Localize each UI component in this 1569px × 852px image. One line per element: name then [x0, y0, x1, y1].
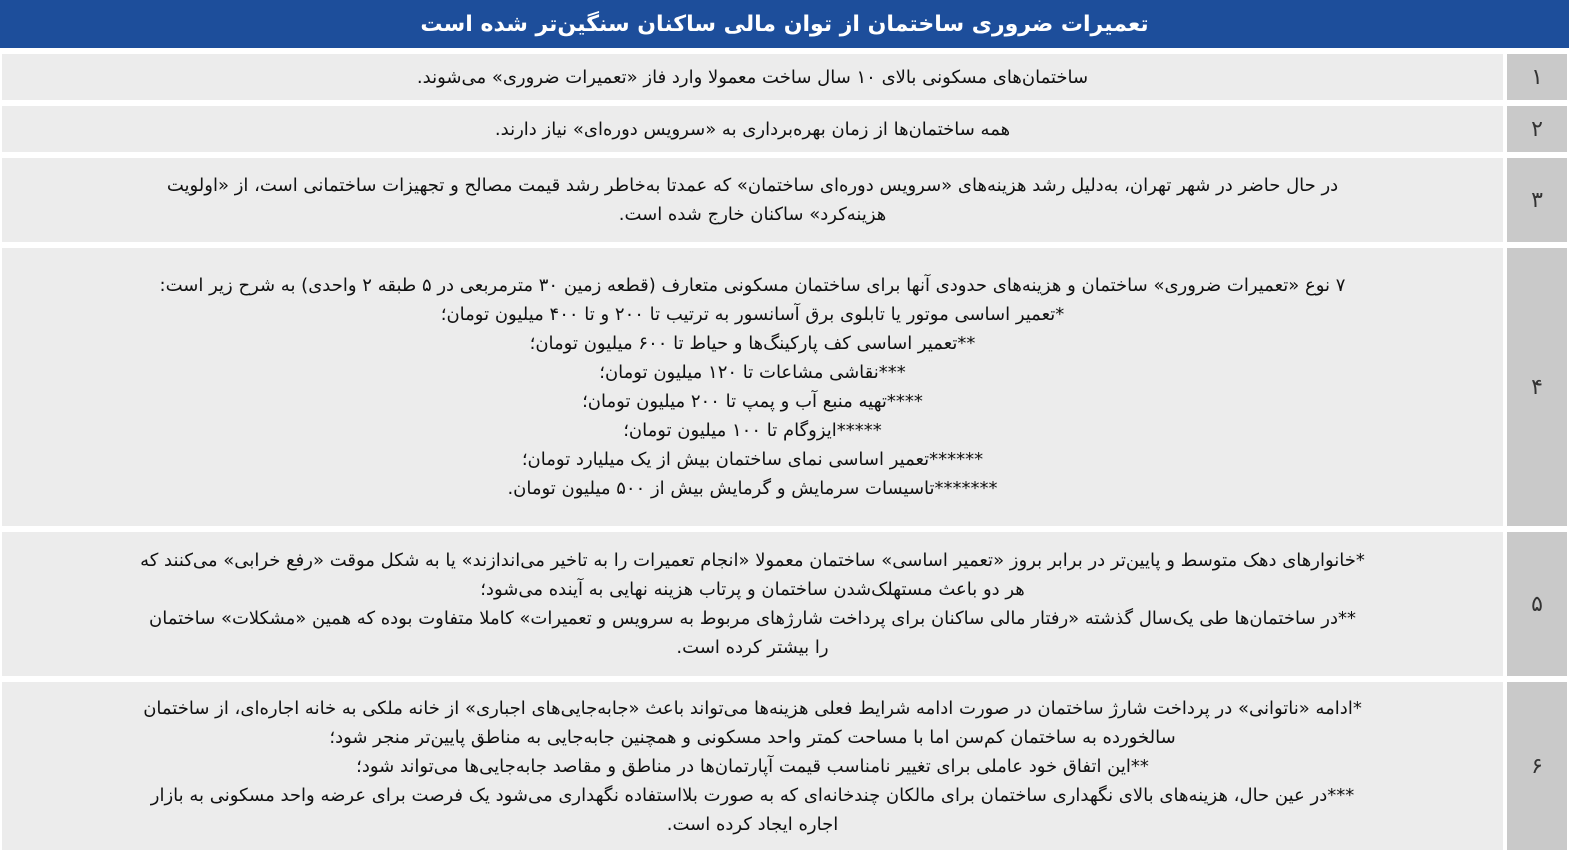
- table-row-3: [0, 158, 1569, 242]
- row-line: هر دو باعث مستهلک‌شدن ساختمان و پرتاب هزینه نهایی به آینده می‌شود؛: [480, 579, 1025, 600]
- row-text: [2, 532, 1503, 676]
- table-row-1: [0, 54, 1569, 100]
- row-line: *****ایزوگام تا ۱۰۰ میلیون تومان؛: [623, 420, 882, 441]
- row-number-label: ۳: [1531, 187, 1543, 213]
- row-text: [2, 682, 1503, 850]
- row-number: [1507, 106, 1567, 152]
- row-line: *خانوارهای دهک متوسط و پایین‌تر در برابر بروز «تعمیر اساسی» ساختمان معمولا «انجام تعمیرات را به تاخیر می‌اندازند» یا به شکل موقت «رفع خرابی» می‌کنند که: [140, 550, 1365, 571]
- row-number: [1507, 248, 1567, 526]
- table-title-bar: [0, 0, 1569, 48]
- row-line: اجاره ایجاد کرده است.: [666, 813, 839, 835]
- row-line: ساختمان‌های مسکونی بالای ۱۰ سال ساخت معمولا وارد فاز «تعمیرات ضروری» می‌شوند.: [416, 66, 1089, 88]
- row-number: [1507, 682, 1567, 850]
- row-line: *ادامه «ناتوانی» در پرداخت شارژ ساختمان در صورت ادامه شرایط فعلی هزینه‌ها می‌تواند باعث «جابه‌جایی‌های اجباری» از خانه ملکی به خانه اجاره‌ای، از ساختمان: [143, 697, 1362, 719]
- row-number-label: ۴: [1531, 374, 1543, 400]
- row-line: سالخورده به ساختمان کم‌سن اما با مساحت کمتر واحد مسکونی و همچنین جابه‌جایی به مناطق پایین‌تر منجر شود؛: [329, 726, 1176, 748]
- row-number: [1507, 54, 1567, 100]
- row-number-label: ۱: [1531, 64, 1543, 90]
- table-title: تعمیرات ضروری ساختمان از توان مالی ساکنان سنگین‌تر شده است: [420, 11, 1149, 37]
- table-row-6: [0, 682, 1569, 850]
- row-text: [2, 248, 1503, 526]
- row-number-label: ۲: [1531, 116, 1543, 142]
- table-row-2: [0, 106, 1569, 152]
- row-line: **این اتفاق خود عاملی برای تغییر نامناسب قیمت آپارتمان‌ها در مناطق و مقاصد جابه‌جایی‌ها می‌تواند شود؛: [356, 755, 1149, 777]
- row-line: ****تهیه منبع آب و پمپ تا ۲۰۰ میلیون تومان؛: [582, 391, 923, 412]
- row-line: *******تاسیسات سرمایش و گرمایش بیش از ۵۰۰ میلیون تومان.: [507, 478, 998, 499]
- row-number: [1507, 158, 1567, 242]
- row-line: **تعمیر اساسی کف پارکینگ‌ها و حیاط تا ۶۰۰ میلیون تومان؛: [529, 333, 976, 354]
- row-line: ******تعمیر اساسی نمای ساختمان بیش از یک میلیارد تومان؛: [521, 449, 984, 470]
- row-line: را بیشتر کرده است.: [676, 637, 829, 658]
- row-number-label: ۵: [1531, 591, 1543, 617]
- row-number: [1507, 532, 1567, 676]
- table-row-4: [0, 248, 1569, 526]
- row-number-label: ۶: [1531, 753, 1543, 779]
- row-line: هزینه‌کرد» ساکنان خارج شده است.: [618, 204, 887, 225]
- row-line: **در ساختمان‌ها طی یک‌سال گذشته «رفتار مالی ساکنان برای پرداخت شارژهای مربوط به سرویس و تعمیرات» کاملا متفاوت بوده که همین «مشکلات» ساختمان: [149, 608, 1356, 629]
- row-text: [2, 158, 1503, 242]
- row-text: [2, 54, 1503, 100]
- row-line: ***در عین حال، هزینه‌های بالای نگهداری ساختمان برای مالکان چندخانه‌ای که به صورت بلااستفاده نگهداری می‌شود یک فرصت برای عرضه واحد مسکونی به بازار: [150, 784, 1355, 806]
- row-line: ۷ نوع «تعمیرات ضروری» ساختمان و هزینه‌های حدودی آنها برای ساختمان مسکونی متعارف (قطعه زمین ۳۰ مترمربعی در ۵ طبقه ۲ واحدی) به شرح زیر است:: [159, 275, 1346, 296]
- table-row-5: [0, 532, 1569, 676]
- row-line: همه ساختمان‌ها از زمان بهره‌برداری به «سرویس دوره‌ای» نیاز دارند.: [494, 118, 1011, 140]
- row-line: در حال حاضر در شهر تهران، به‌دلیل رشد هزینه‌های «سرویس دوره‌ای ساختمان» که عمدتا به‌خاطر رشد قیمت مصالح و تجهیزات ساختمانی است، از «اولویت: [166, 175, 1339, 196]
- row-text: [2, 106, 1503, 152]
- row-line: *تعمیر اساسی موتور یا تابلوی برق آسانسور به ترتیب تا ۲۰۰ و تا ۴۰۰ میلیون تومان؛: [440, 304, 1065, 325]
- row-line: ***نقاشی مشاعات تا ۱۲۰ میلیون تومان؛: [599, 362, 906, 383]
